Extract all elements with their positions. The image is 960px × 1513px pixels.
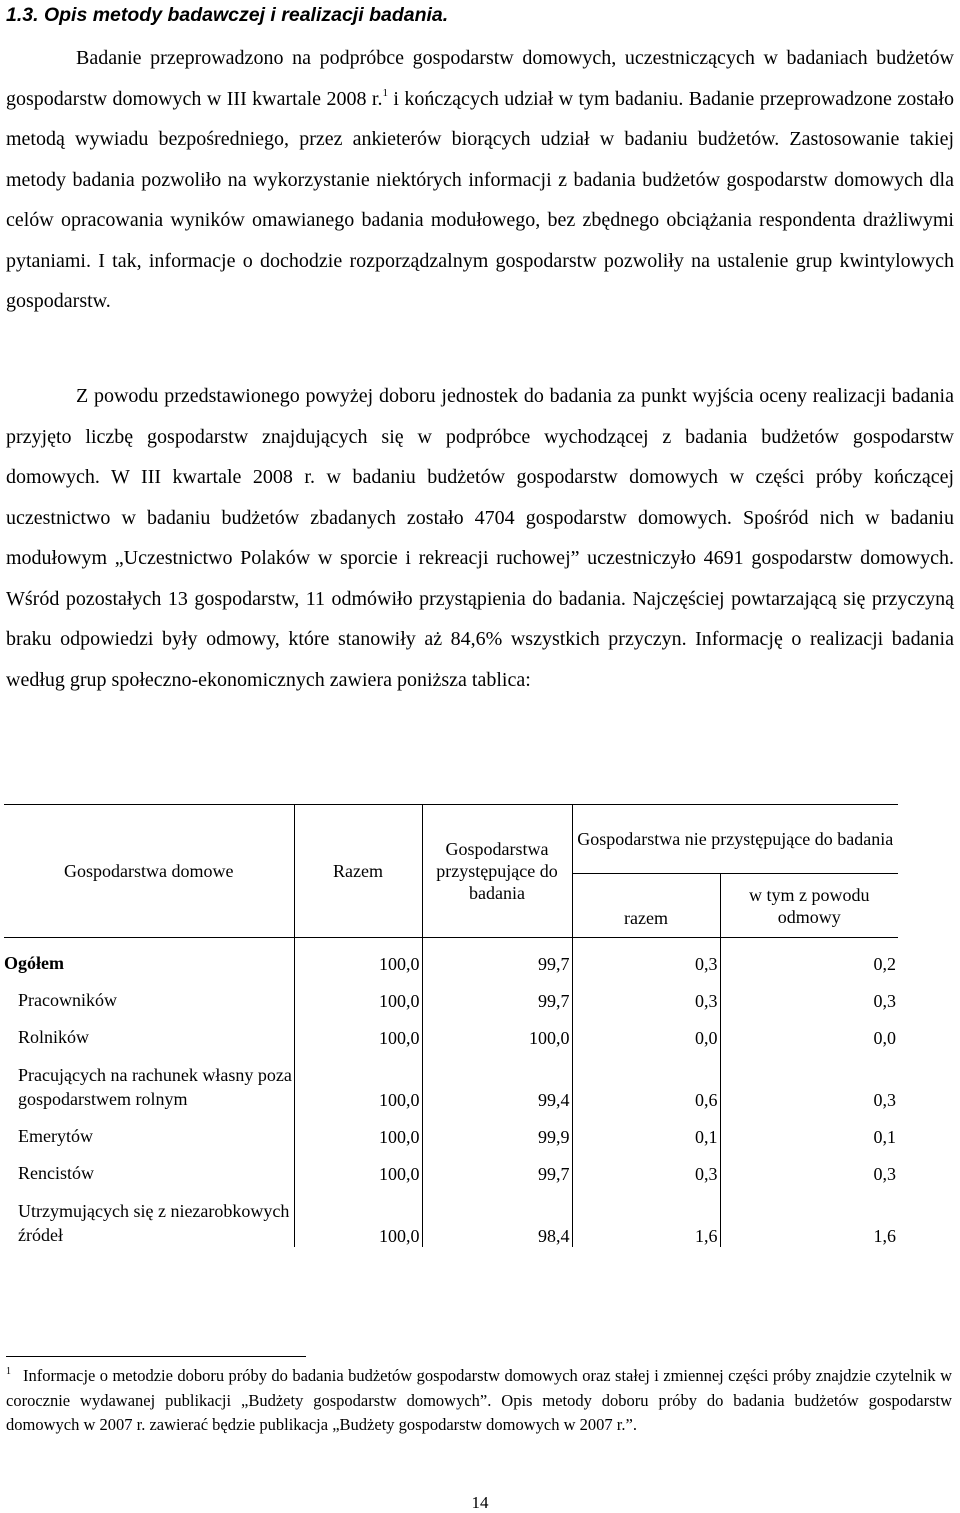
footnote: [6, 1364, 952, 1438]
header-participating: Gospodarstwa przystępujące do badania: [422, 805, 572, 938]
cell-refusals: 0,3: [720, 1148, 898, 1185]
table-row: [4, 1111, 898, 1148]
cell-total: 100,0: [294, 1012, 422, 1049]
cell-refusals: 0,1: [720, 1111, 898, 1148]
cell-participating: 99,9: [422, 1111, 572, 1148]
cell-refusals: 0,2: [720, 938, 898, 975]
row-label: Pracujących na rachunek własny poza gospodarstwem rolnym: [18, 1064, 292, 1109]
header-total: Razem: [294, 805, 422, 938]
cell-not-participating: 0,0: [572, 1012, 720, 1049]
table-row: [4, 1185, 898, 1247]
row-label: Rencistów: [18, 1162, 94, 1183]
cell-refusals: 0,3: [720, 1049, 898, 1111]
header-households: Gospodarstwa domowe: [4, 805, 294, 938]
cell-total: 100,0: [294, 1111, 422, 1148]
row-label: Pracowników: [18, 989, 117, 1010]
cell-refusals: 1,6: [720, 1185, 898, 1247]
header-refusals: w tym z powodu odmowy: [720, 874, 898, 938]
page-number: 14: [471, 1493, 489, 1512]
cell-not-participating: 0,3: [572, 975, 720, 1012]
paragraph-intro-rest: i kończących udział w tym badaniu. Badanie przeprowadzone zostało metodą wywiadu bezpośredniego, przez ankieterów biorących udział w badaniu budżetów. Zastosowanie takiej metody badania pozwoliło na wykorzystanie niektórych informacji z badania budżetów gospodarstw domowych dla celów opracowania wyników omawianego badania modułowego, bez zbędnego obciążania respondenta drażliwymi pytaniami. I tak, informacje o dochodzie rozporządzalnym gospodarstw pozwoliły na ustalenie grup kwintylowych gospodarstw.: [6, 87, 954, 312]
cell-participating: 99,7: [422, 1148, 572, 1185]
table-row: [4, 1148, 898, 1185]
paragraph-intro: [6, 38, 954, 322]
cell-refusals: 0,3: [720, 975, 898, 1012]
footnote-reference[interactable]: 1: [382, 86, 388, 99]
paragraph-realization: Z powodu przedstawionego powyżej doboru jednostek do badania za punkt wyjścia oceny realizacji badania przyjęto liczbę gospodarstw znajdujących się w podpróbce wychodzącej z badania budżetów gospodarstw domowych. W III kwartale 2008 r. w badaniu budżetów gospodarstw domowych w części próby kończącej uczestnictwo w badaniu budżetów zbadanych zostało 4704 gospodarstw domowych. Spośród nich w badaniu modułowym „Uczestnictwo Polaków w sporcie i rekreacji ruchowej” uczestniczyło 4691 gospodarstw domowych. Wśród pozostałych 13 gospodarstw, 11 odmówiło przystąpienia do badania. Najczęściej powtarzającą się przyczyną braku odpowiedzi były odmowy, które stanowiły aż 84,6% wszystkich przyczyn. Informację o realizacji badania według grup społeczno-ekonomicznych zawiera poniższa tablica:: [6, 385, 954, 691]
row-label: Emerytów: [18, 1125, 93, 1146]
cell-not-participating: 0,6: [572, 1049, 720, 1111]
section-heading: 1.3. Opis metody badawczej i realizacji badania.: [6, 4, 449, 26]
cell-total: 100,0: [294, 1185, 422, 1247]
cell-refusals: 0,0: [720, 1012, 898, 1049]
header-not-participating: Gospodarstwa nie przystępujące do badania: [572, 805, 898, 874]
footnote-separator: [6, 1356, 306, 1357]
footnote-text: Informacje o metodzie doboru próby do badania budżetów gospodarstw domowych oraz stałej i zmiennej części próby znajdzie czytelnik w corocznie wydawanej publikacji „Budżety gospodarstw domowych”. Opis metody doboru próby do badania budżetów gospodarstw domowych w 2007 r. zawierać będzie publikacja „Budżety gospodarstw domowych w 2007 r.”.: [6, 1366, 952, 1434]
row-label: Utrzymujących się z niezarobkowych źródeł: [18, 1200, 290, 1245]
table-row: [4, 975, 898, 1012]
table-row: [4, 1049, 898, 1111]
cell-participating: 99,7: [422, 938, 572, 975]
realization-table: [4, 804, 898, 1247]
table-row: [4, 1012, 898, 1049]
cell-total: 100,0: [294, 1148, 422, 1185]
cell-not-participating: 0,3: [572, 1148, 720, 1185]
cell-total: 100,0: [294, 938, 422, 975]
cell-participating: 99,4: [422, 1049, 572, 1111]
paragraph-intro-start: Badanie przeprowadzono na podpróbce gospodarstw domowych, uczestniczących w badaniach budżetów gospodarstw domowych w III kwartale 2008 r.: [6, 47, 954, 110]
cell-total: 100,0: [294, 975, 422, 1012]
header-not-participating-total: razem: [572, 874, 720, 938]
row-label: Rolników: [18, 1026, 90, 1047]
cell-participating: 100,0: [422, 1012, 572, 1049]
cell-participating: 98,4: [422, 1185, 572, 1247]
cell-not-participating: 0,3: [572, 938, 720, 975]
table-row: [4, 938, 898, 975]
row-label: Ogółem: [4, 952, 64, 973]
cell-not-participating: 1,6: [572, 1185, 720, 1247]
cell-total: 100,0: [294, 1049, 422, 1111]
cell-not-participating: 0,1: [572, 1111, 720, 1148]
footnote-marker: 1: [6, 1366, 11, 1377]
cell-participating: 99,7: [422, 975, 572, 1012]
